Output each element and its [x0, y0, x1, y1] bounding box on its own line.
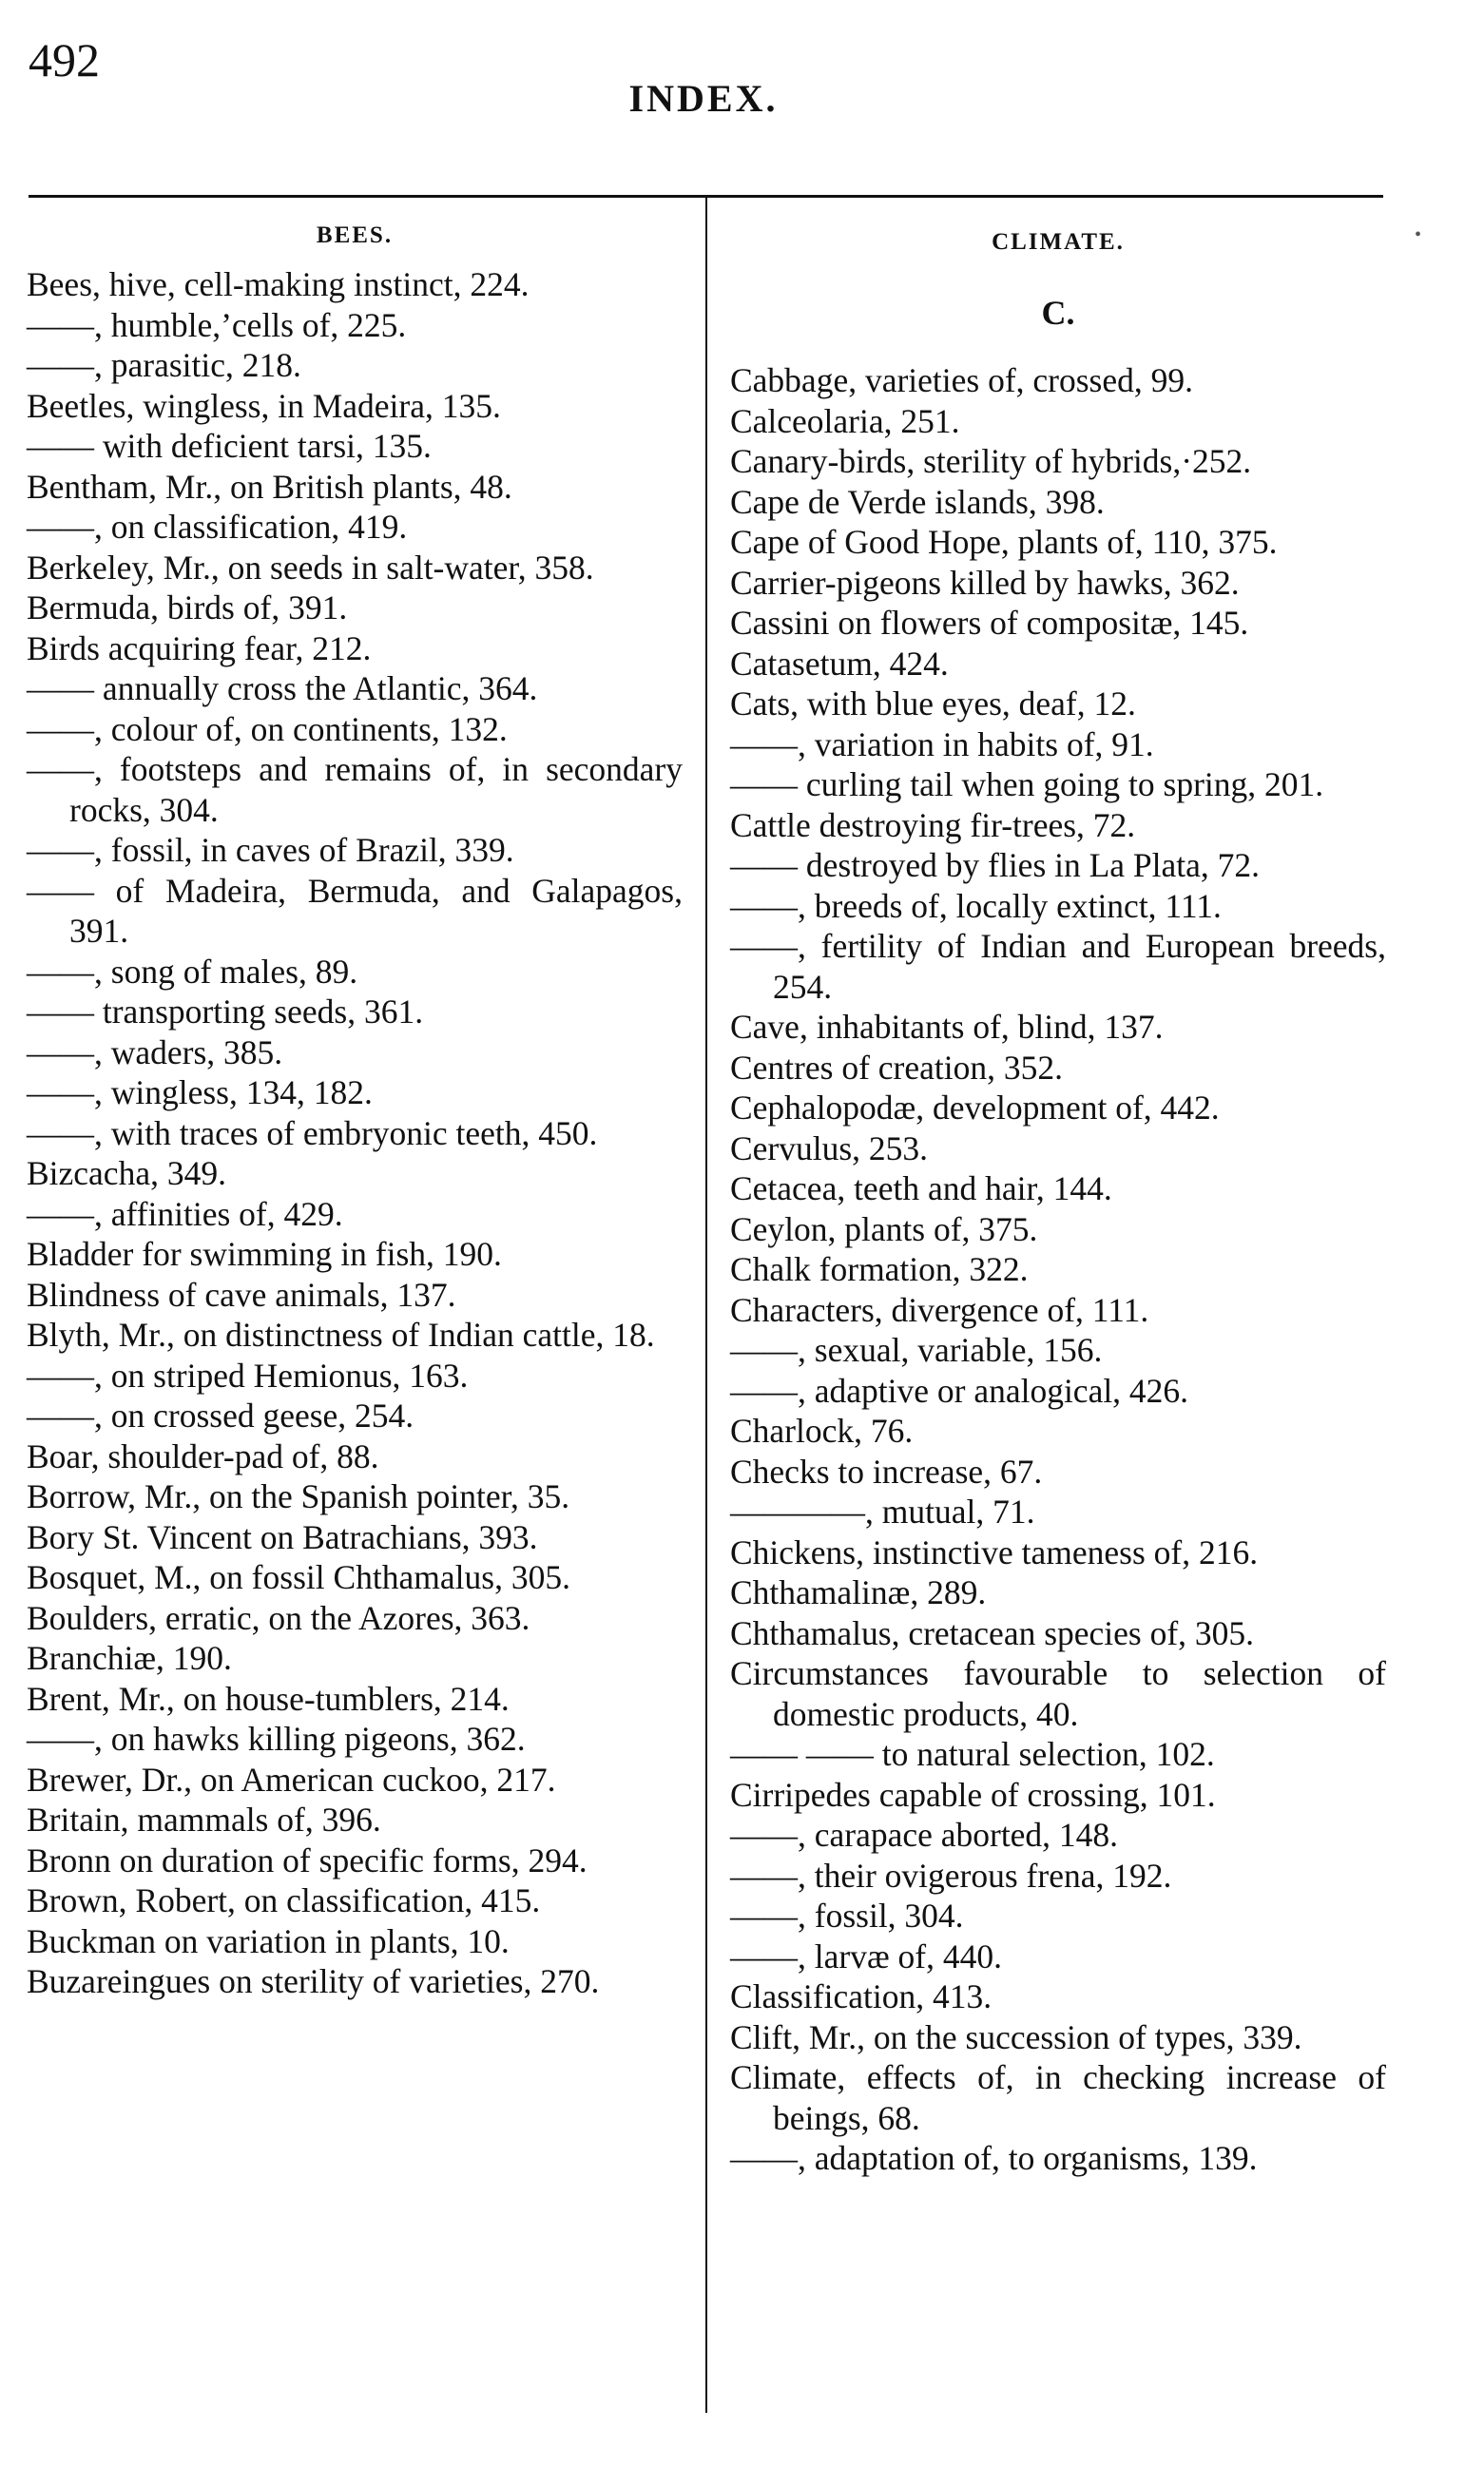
- index-entry: ——, fossil, in caves of Brazil, 339.: [27, 831, 514, 869]
- index-entry: ——, their ovigerous frena, 192.: [730, 1856, 1172, 1895]
- index-entry: ——, wingless, 134, 182.: [27, 1073, 373, 1111]
- margin-mark: •: [1415, 224, 1422, 245]
- index-entry: —— curling tail when going to spring, 201.: [730, 765, 1324, 803]
- index-entry: ——, adaptive or analogical, 426.: [730, 1371, 1189, 1410]
- index-entry: Bronn on duration of specific forms, 294.: [27, 1841, 588, 1879]
- index-entry: Calceolaria, 251.: [730, 401, 960, 440]
- index-entry: ——, on crossed geese, 254.: [27, 1397, 414, 1435]
- index-entry: ——, parasitic, 218.: [27, 346, 301, 384]
- index-entry: Berkeley, Mr., on seeds in salt-water, 358.: [27, 548, 594, 587]
- index-entry: Beetles, wingless, in Madeira, 135.: [27, 386, 501, 425]
- index-entry: ——, with traces of embryonic teeth, 450.: [27, 1113, 598, 1152]
- index-entry: Blindness of cave animals, 137.: [27, 1275, 456, 1314]
- index-entry: ——, breeds of, locally extinct, 111.: [730, 886, 1222, 925]
- index-entry: ——, fossil, 304.: [730, 1897, 964, 1935]
- index-entry: —— transporting seeds, 361.: [27, 993, 424, 1031]
- index-entry: Charlock, 76.: [730, 1412, 914, 1450]
- index-entry: ——, adaptation of, to organisms, 139.: [730, 2139, 1258, 2177]
- index-entry: Chthamalus, cretacean species of, 305.: [730, 1613, 1255, 1652]
- index-entry: ——, humble,’cells of, 225.: [27, 305, 407, 344]
- index-entry: Britain, mammals of, 396.: [27, 1801, 381, 1839]
- index-entry: ——, on classification, 419.: [27, 508, 408, 546]
- index-entry: Bosquet, M., on fossil Chthamalus, 305.: [27, 1558, 570, 1596]
- index-entry: Bentham, Mr., on British plants, 48.: [27, 467, 512, 506]
- index-entry: Characters, divergence of, 111.: [730, 1290, 1149, 1329]
- index-entry: Brown, Robert, on classification, 415.: [27, 1881, 541, 1919]
- index-entry: —— with deficient tarsi, 135.: [27, 427, 432, 465]
- index-entry: Cape de Verde islands, 398.: [730, 482, 1105, 521]
- index-entry: Buckman on variation in plants, 10.: [27, 1921, 510, 1960]
- page-number: 492: [29, 33, 100, 87]
- index-entry: Cattle destroying fir-trees, 72.: [730, 805, 1136, 844]
- index-entry: Canary-birds, sterility of hybrids,·252.: [730, 442, 1252, 480]
- index-entry: Ceylon, plants of, 375.: [730, 1209, 1038, 1248]
- index-entry: —— —— to natural selection, 102.: [730, 1735, 1215, 1773]
- index-entry: Cervulus, 253.: [730, 1128, 929, 1167]
- index-entry: —— of Madeira, Bermuda, and Galapagos, 391.: [27, 871, 683, 950]
- index-entry: Circumstances favourable to selection of domestic products, 40.: [730, 1654, 1386, 1733]
- section-letter: C.: [1041, 294, 1075, 332]
- left-entry-list: [27, 264, 683, 2002]
- index-entry: Cirripedes capable of crossing, 101.: [730, 1775, 1216, 1814]
- index-entry: Branchiæ, 190.: [27, 1639, 232, 1677]
- index-entry: ——, carapace aborted, 148.: [730, 1816, 1119, 1854]
- index-entry: Checks to increase, 67.: [730, 1452, 1043, 1491]
- index-entry: ——, sexual, variable, 156.: [730, 1331, 1103, 1369]
- index-entry: Bladder for swimming in fish, 190.: [27, 1235, 502, 1273]
- index-entry: Boar, shoulder-pad of, 88.: [27, 1436, 379, 1475]
- index-entry: Catasetum, 424.: [730, 644, 949, 683]
- index-entry: Chickens, instinctive tameness of, 216.: [730, 1532, 1259, 1571]
- right-column-header: CLIMATE.: [992, 229, 1125, 255]
- index-entry: Centres of creation, 352.: [730, 1048, 1063, 1087]
- index-entry: Carrier-pigeons killed by hawks, 362.: [730, 563, 1240, 602]
- column-divider: [705, 198, 707, 2413]
- index-entry: Clift, Mr., on the succession of types, 339.: [730, 2017, 1302, 2056]
- index-entry: Bizcacha, 349.: [27, 1154, 226, 1192]
- index-entry: Cats, with blue eyes, deaf, 12.: [730, 684, 1136, 723]
- index-entry: Borrow, Mr., on the Spanish pointer, 35.: [27, 1477, 570, 1515]
- index-entry: Cave, inhabitants of, blind, 137.: [730, 1008, 1164, 1046]
- running-head: INDEX.: [628, 77, 779, 120]
- index-entry: Buzareingues on sterility of varieties, 270.: [27, 1962, 600, 2000]
- index-entry: Bermuda, birds of, 391.: [27, 588, 348, 626]
- index-entry: Classification, 413.: [730, 1977, 993, 2015]
- index-entry: Cassini on flowers of compositæ, 145.: [730, 604, 1249, 642]
- left-column: [27, 214, 683, 2002]
- index-entry: Chthamalinæ, 289.: [730, 1573, 987, 1611]
- index-entry: Cephalopodæ, development of, 442.: [730, 1089, 1220, 1127]
- index-entry: ————, mutual, 71.: [730, 1493, 1035, 1531]
- index-entry: ——, larvæ of, 440.: [730, 1937, 1002, 1976]
- index-entry: Cetacea, teeth and hair, 144.: [730, 1169, 1112, 1207]
- index-entry: ——, variation in habits of, 91.: [730, 724, 1154, 763]
- index-entry: ——, fertility of Indian and European breeds, 254.: [730, 927, 1386, 1006]
- index-entry: Cabbage, varieties of, crossed, 99.: [730, 361, 1193, 399]
- index-entry: Birds acquiring fear, 212.: [27, 628, 372, 667]
- index-entry: Bees, hive, cell-making instinct, 224.: [27, 265, 530, 303]
- index-entry: ——, song of males, 89.: [27, 952, 358, 991]
- index-entry: ——, on hawks killing pigeons, 362.: [27, 1720, 526, 1758]
- left-column-header: BEES.: [316, 222, 394, 248]
- index-entry: ——, waders, 385.: [27, 1032, 283, 1071]
- index-entry: —— annually cross the Atlantic, 364.: [27, 669, 538, 707]
- index-entry: Cape of Good Hope, plants of, 110, 375.: [730, 523, 1278, 561]
- index-entry: Brewer, Dr., on American cuckoo, 217.: [27, 1760, 556, 1799]
- index-entry: Climate, effects of, in checking increase of beings, 68.: [730, 2058, 1386, 2137]
- index-entry: Brent, Mr., on house-tumblers, 214.: [27, 1679, 510, 1718]
- right-column: [730, 221, 1386, 2179]
- index-entry: Blyth, Mr., on distinctness of Indian cattle, 18.: [27, 1316, 655, 1354]
- right-entry-list: [730, 360, 1386, 2179]
- index-entry: Bory St. Vincent on Batrachians, 393.: [27, 1517, 538, 1556]
- index-entry: ——, colour of, on continents, 132.: [27, 709, 508, 748]
- index-entry: ——, on striped Hemionus, 163.: [27, 1356, 469, 1395]
- index-entry: Boulders, erratic, on the Azores, 363.: [27, 1598, 530, 1637]
- index-entry: ——, affinities of, 429.: [27, 1194, 343, 1233]
- index-entry: —— destroyed by flies in La Plata, 72.: [730, 846, 1261, 884]
- index-entry: ——, footsteps and remains of, in secondary rocks, 304.: [27, 750, 683, 829]
- index-entry: Chalk formation, 322.: [730, 1250, 1029, 1288]
